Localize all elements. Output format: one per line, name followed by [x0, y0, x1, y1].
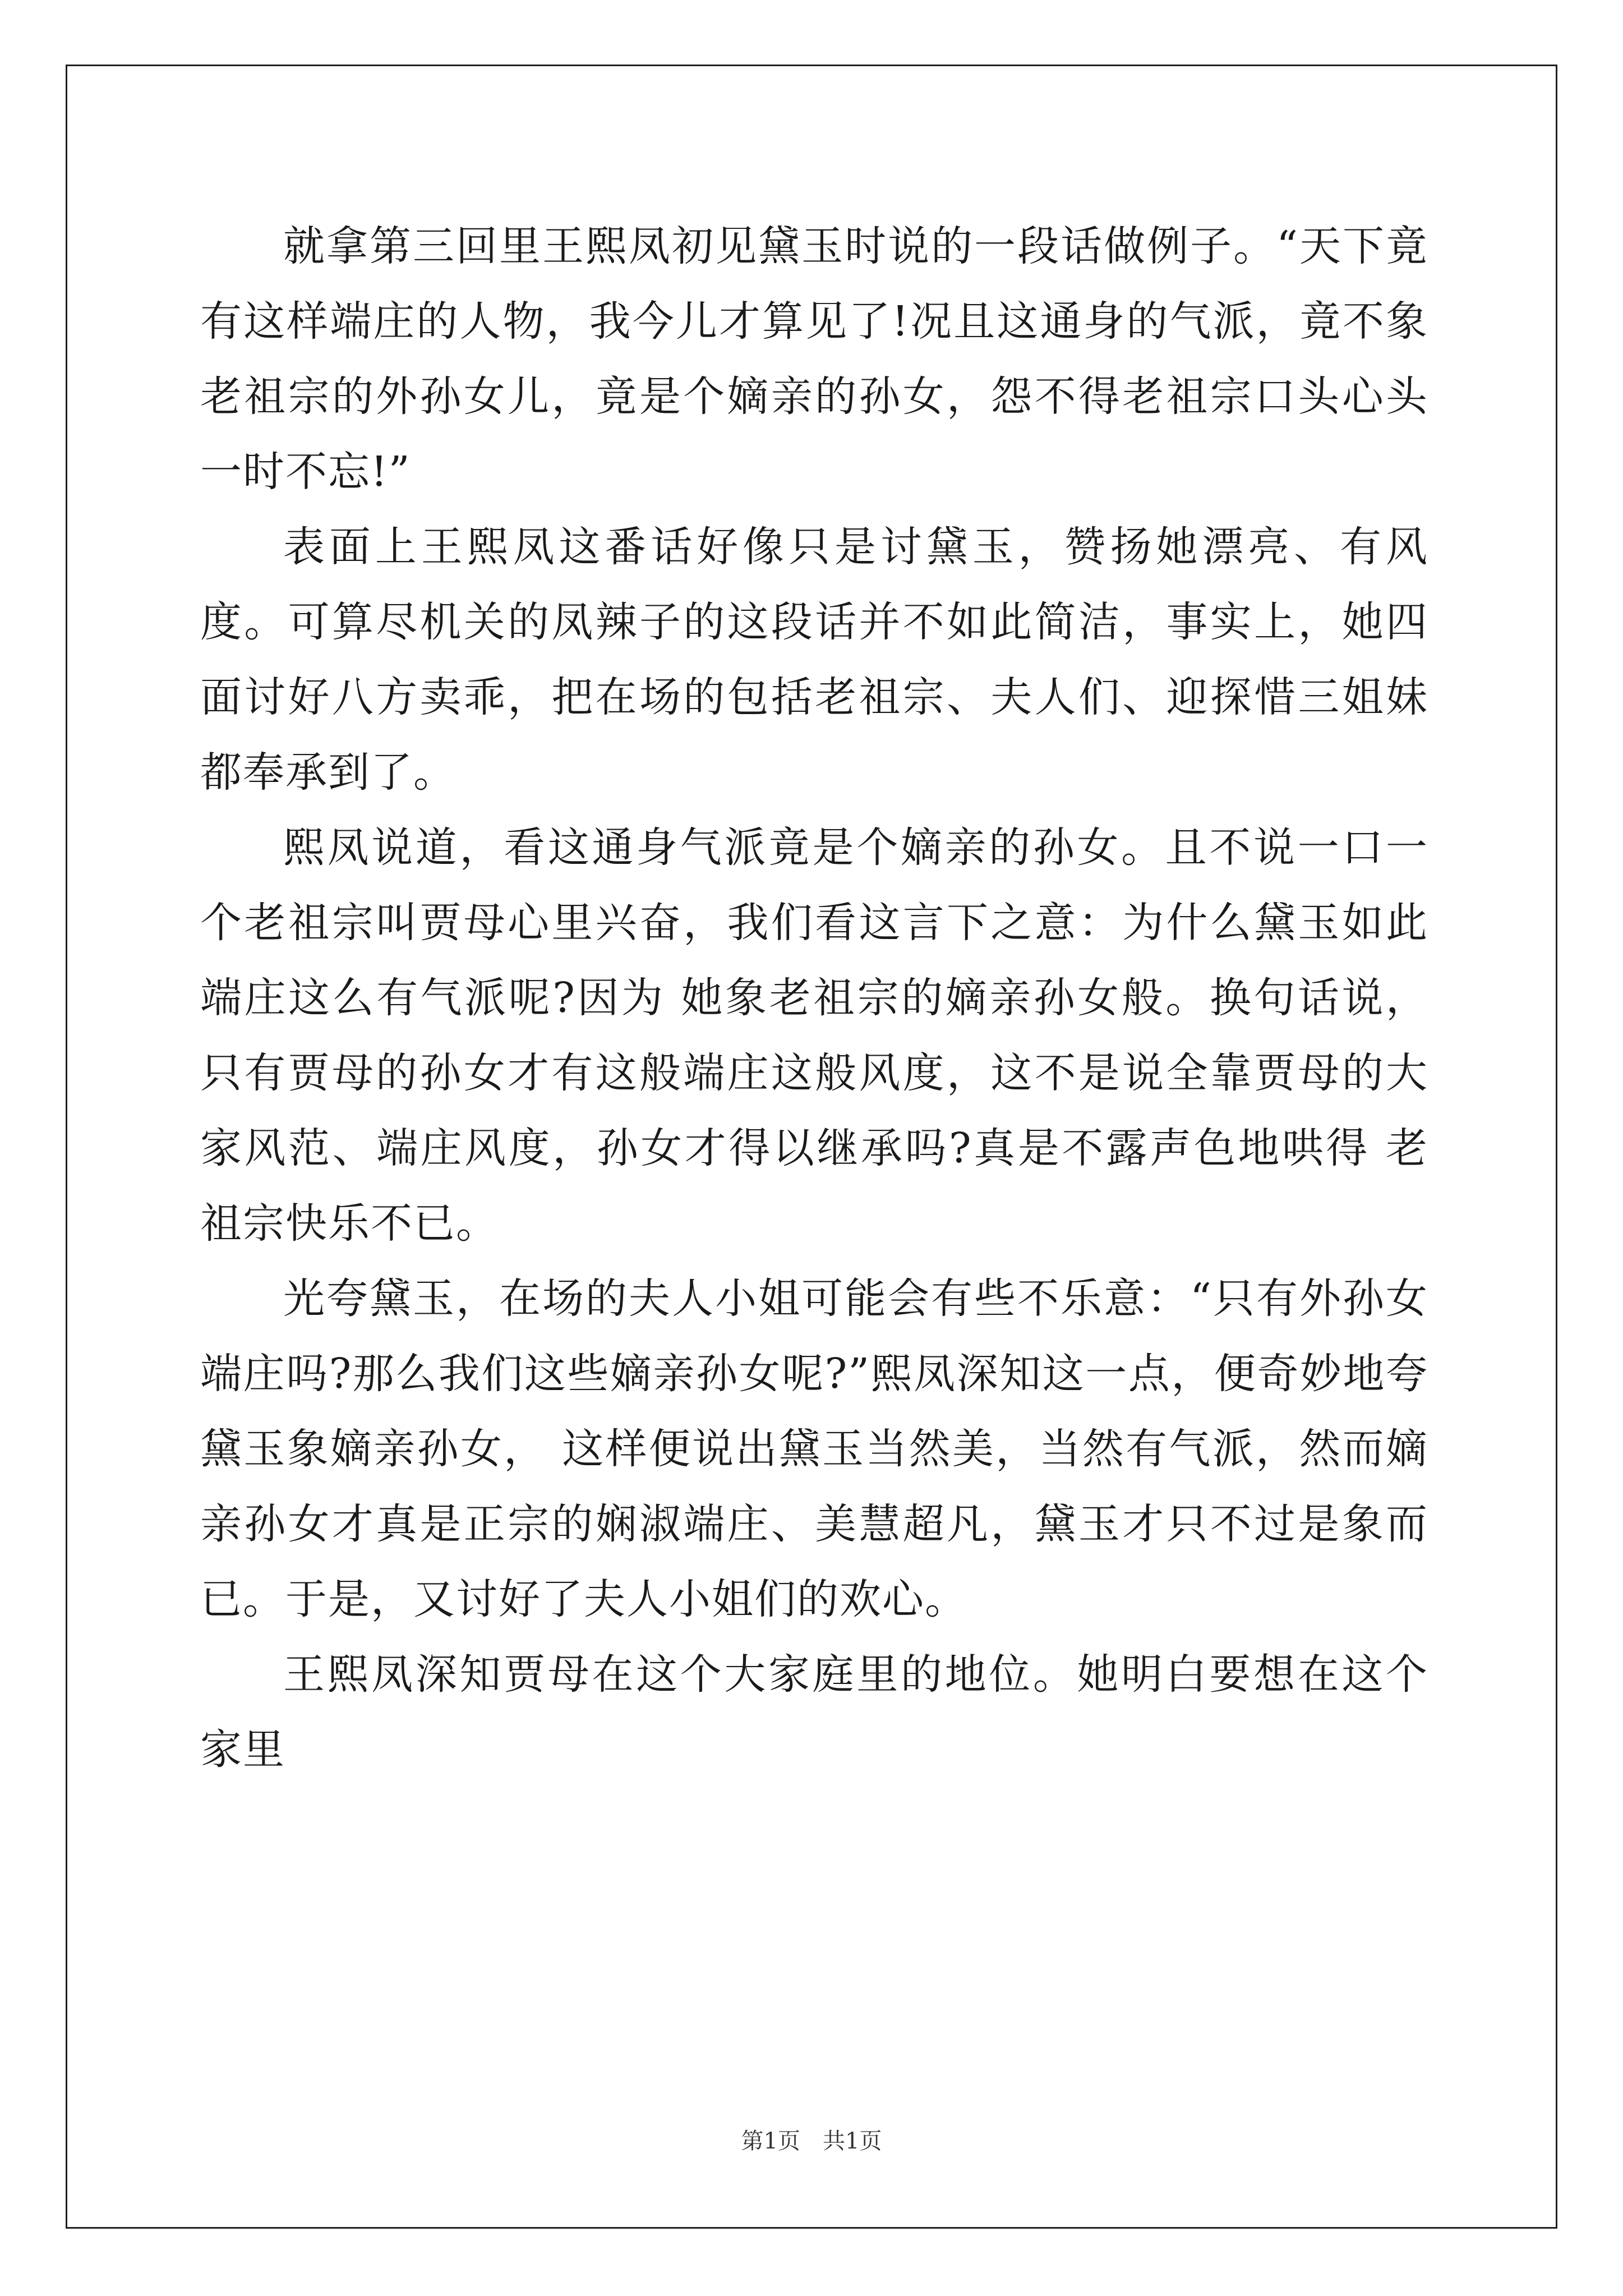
- paragraph-2: 表面上王熙凤这番话好像只是讨黛玉，赞扬她漂亮、有风度。可算尽机关的凤辣子的这段话并不如此简洁，事实上，她四面讨好八方卖乖，把在场的包括老祖宗、夫人们、迎探惜三姐妹都奉承到了。: [200, 523, 1428, 797]
- page-footer: [0, 2123, 1623, 2155]
- page-number: 第1页: [741, 2128, 800, 2154]
- paragraph-4: 光夸黛玉，在场的夫人小姐可能会有些不乐意：“只有外孙女端庄吗?那么我们这些嫡亲孙女呢?”熙凤深知这一点，便奇妙地夸黛玉象嫡亲孙女， 这样便说出黛玉当然美，当然有气派，然而嫡亲孙女才真是正宗的娴淑端庄、美慧超凡，黛玉才只不过是象而已。于是，又讨好了夫人小姐们的欢心。: [200, 1274, 1428, 1623]
- paragraph-5: 王熙凤深知贾母在这个大家庭里的地位。她明白要想在这个家里: [200, 1650, 1428, 1774]
- paragraph-3: 熙凤说道，看这通身气派竟是个嫡亲的孙女。且不说一口一个老祖宗叫贾母心里兴奋，我们看这言下之意：为什么黛玉如此端庄这么有气派呢?因为 她象老祖宗的嫡亲孙女般。换句话说，只有贾母的孙女才有这般端庄这般风度，这不是说全靠贾母的大家风范、端庄风度，孙女才得以继承吗?真是不露声色地哄得 老祖宗快乐不已。: [200, 823, 1428, 1248]
- paragraph-1: 就拿第三回里王熙凤初见黛玉时说的一段话做例子。“天下竟有这样端庄的人物，我今儿才算见了!况且这通身的气派，竟不象老祖宗的外孙女儿，竟是个嫡亲的孙女，怨不得老祖宗口头心头一时不忘!”: [200, 222, 1428, 496]
- document-body: [200, 209, 1428, 1787]
- page-total: 共1页: [823, 2128, 882, 2154]
